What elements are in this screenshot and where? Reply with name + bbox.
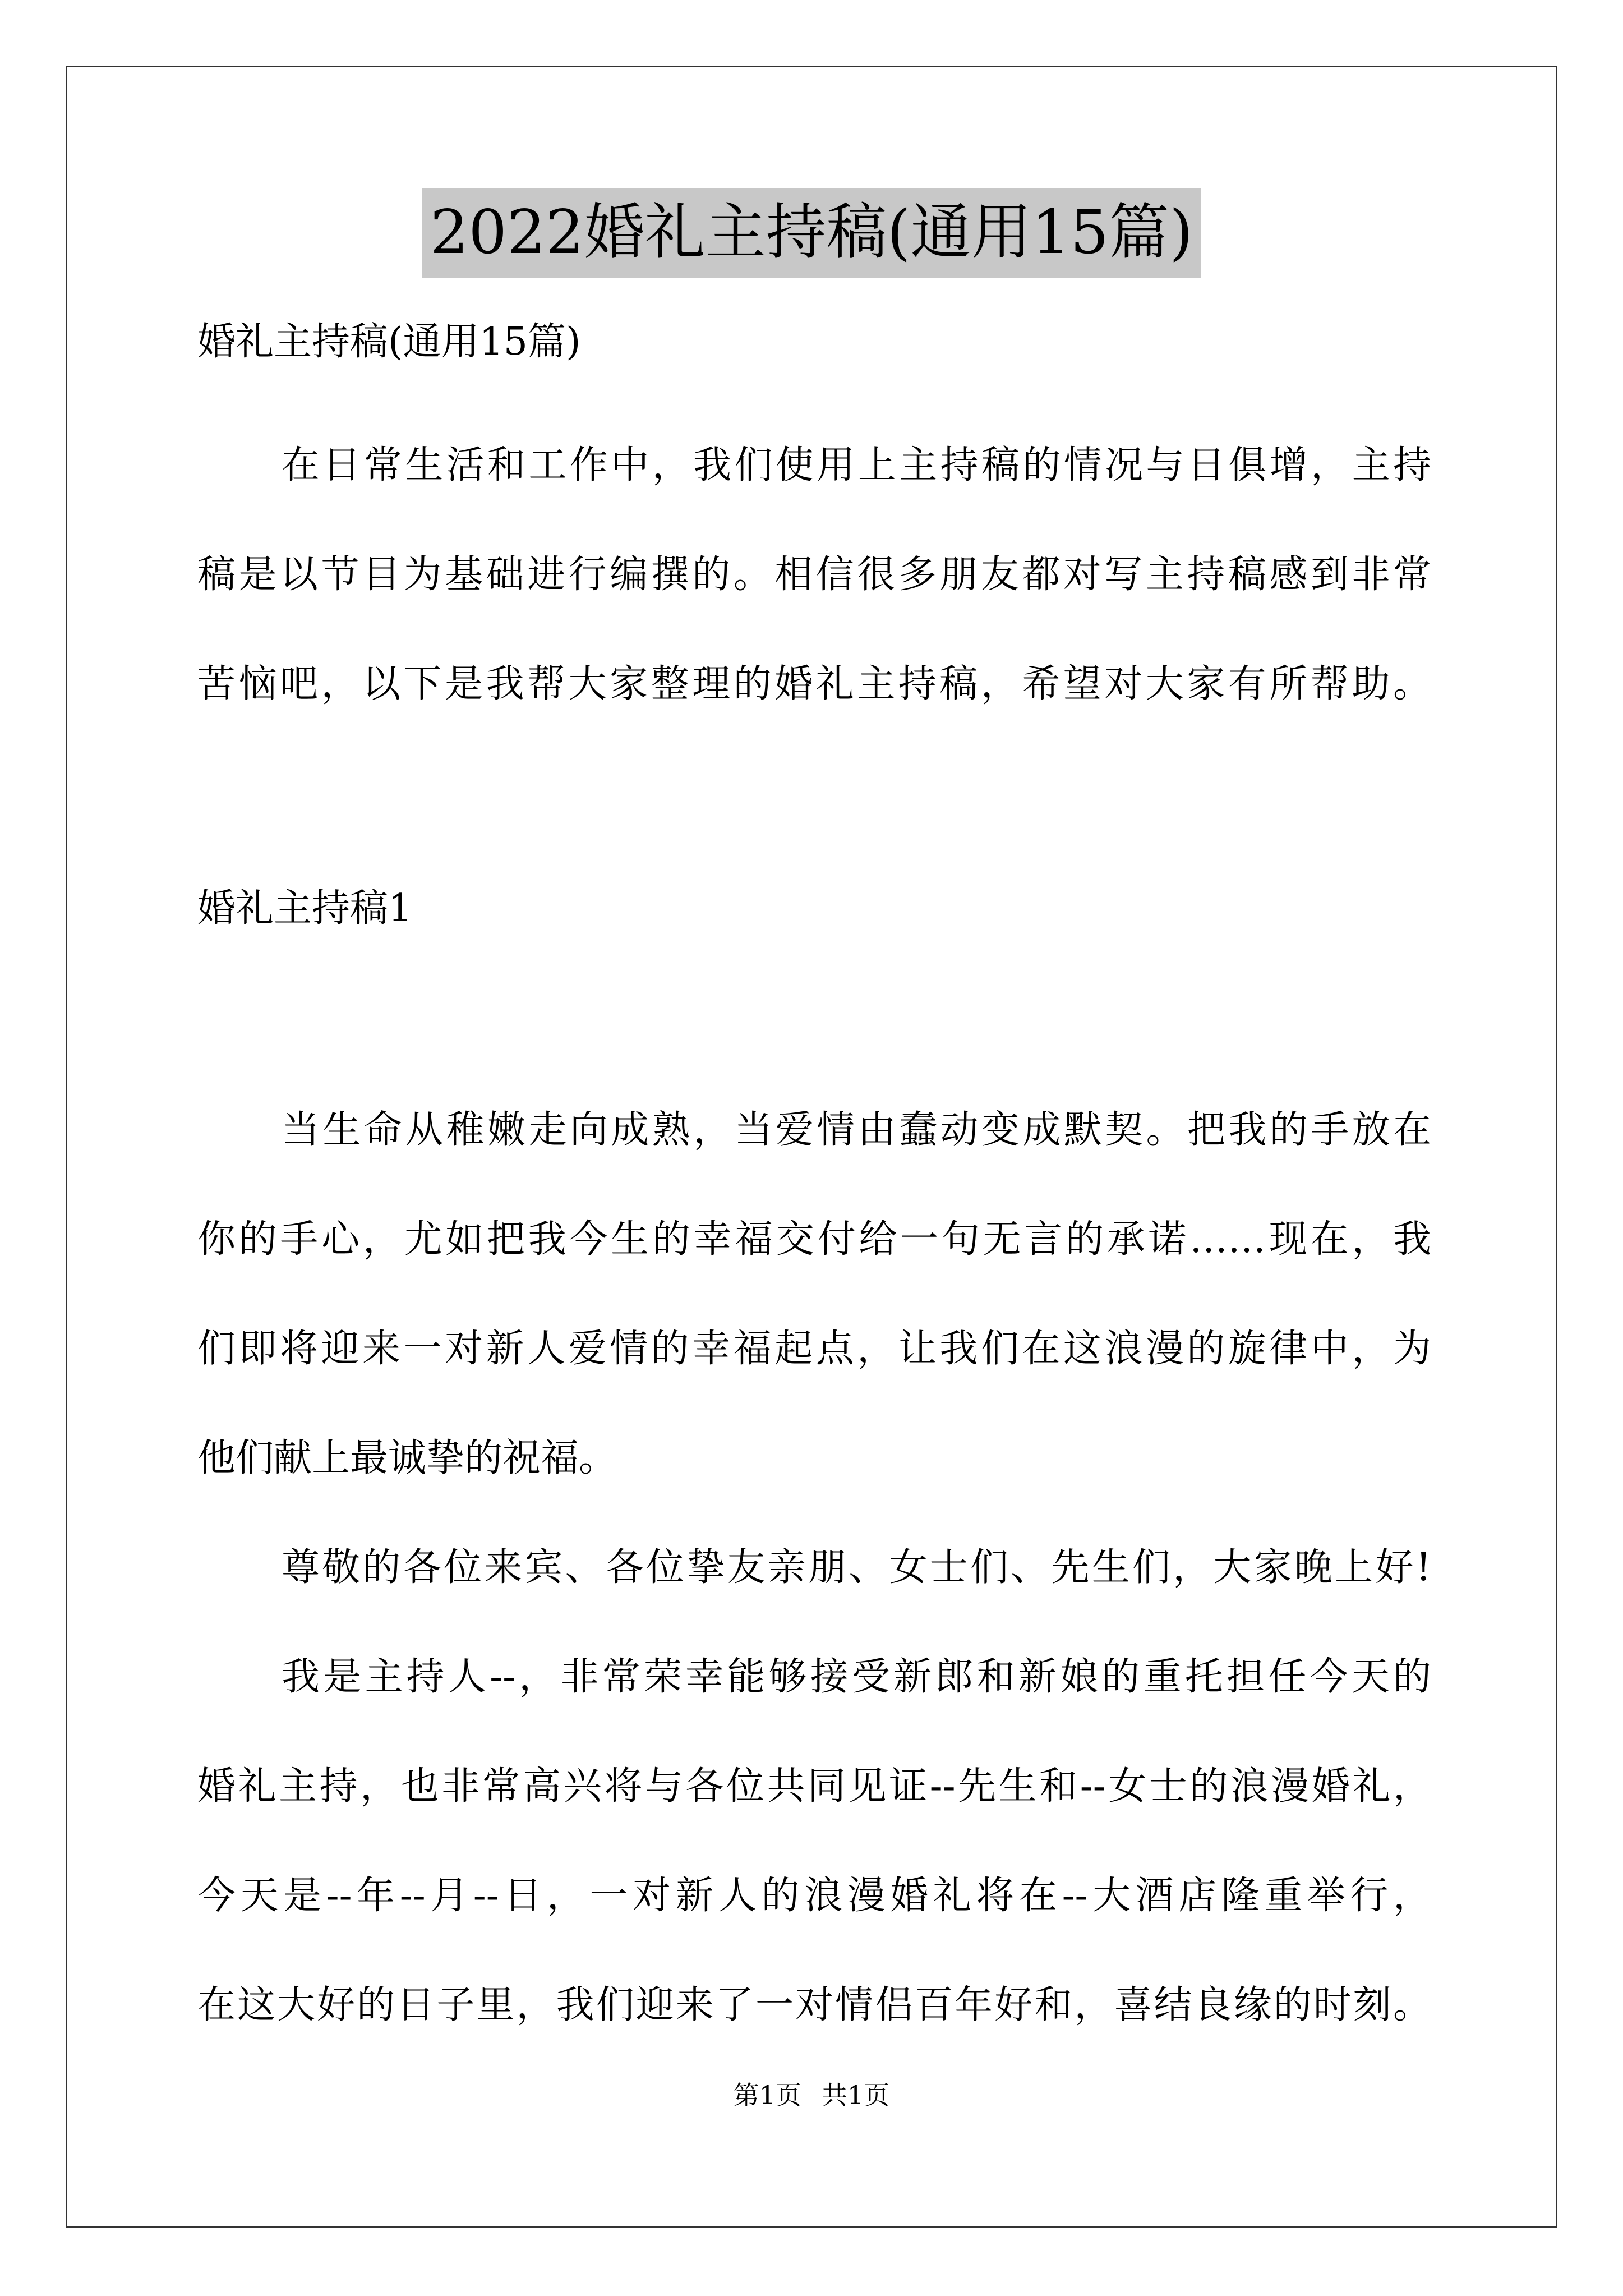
paragraph-2-line-3: 今天是--年--月--日，一对新人的浪漫婚礼将在--大酒店隆重举行， xyxy=(197,1874,1431,1918)
intro-line-2: 稿是以节目为基础进行编撰的。相信很多朋友都对写主持稿感到非常 xyxy=(197,553,1431,597)
document-title: 2022婚礼主持稿(通用15篇) xyxy=(422,188,1201,278)
section-heading: 婚礼主持稿1 xyxy=(197,886,413,931)
page-number-current: 第1页 xyxy=(733,2080,801,2110)
paragraph-1-line-1: 当生命从稚嫩走向成熟，当爱情由蠢动变成默契。把我的手放在 xyxy=(282,1108,1431,1152)
intro-line-3: 苦恼吧，以下是我帮大家整理的婚礼主持稿，希望对大家有所帮助。 xyxy=(197,662,1431,706)
page-number-total: 共1页 xyxy=(822,2080,890,2110)
paragraph-2-line-4: 在这大好的日子里，我们迎来了一对情侣百年好和，喜结良缘的时刻。 xyxy=(197,1983,1431,2027)
page-footer xyxy=(0,2076,1623,2115)
paragraph-1-line-3: 们即将迎来一对新人爱情的幸福起点，让我们在这浪漫的旋律中，为 xyxy=(197,1327,1431,1371)
paragraph-1-line-2: 你的手心，尤如把我今生的幸福交付给一句无言的承诺……现在，我 xyxy=(197,1217,1431,1262)
paragraph-2-line-2: 婚礼主持，也非常高兴将与各位共同见证--先生和--女士的浪漫婚礼， xyxy=(197,1764,1431,1809)
intro-line-1: 在日常生活和工作中，我们使用上主持稿的情况与日俱增，主持 xyxy=(282,443,1431,487)
title-container xyxy=(0,188,1623,278)
paragraph-2-line-1: 我是主持人--，非常荣幸能够接受新郎和新娘的重托担任今天的 xyxy=(282,1655,1431,1699)
greeting-line: 尊敬的各位来宾、各位挚友亲朋、女士们、先生们，大家晚上好! xyxy=(282,1545,1431,1590)
paragraph-1-line-4: 他们献上最诚挚的祝福。 xyxy=(197,1436,617,1480)
subtitle-line: 婚礼主持稿(通用15篇) xyxy=(197,320,581,364)
